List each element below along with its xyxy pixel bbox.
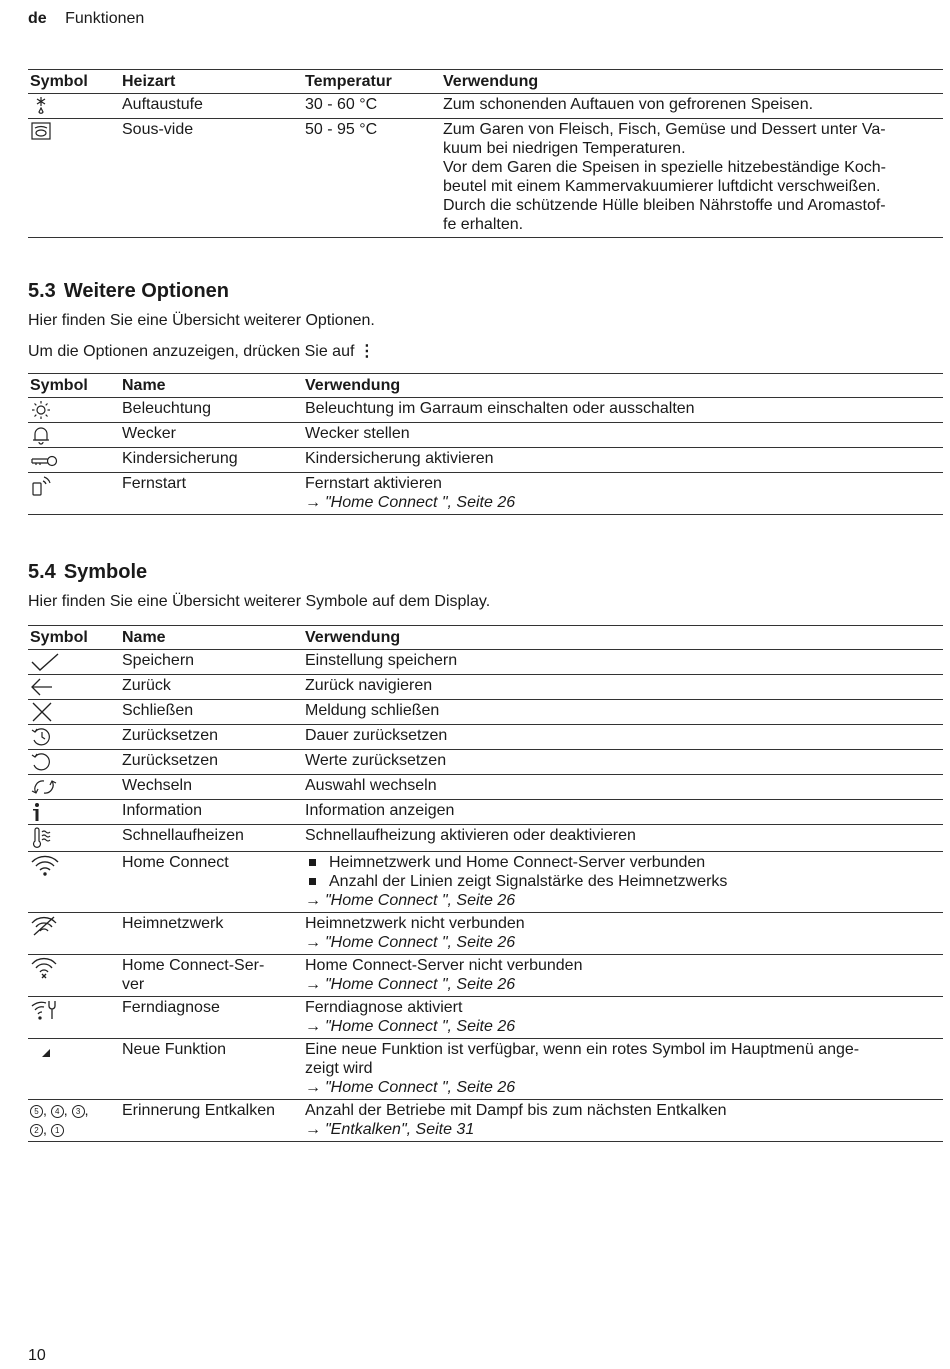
- usage-line: fe erhalten.: [443, 216, 524, 233]
- symbol-name: [120, 955, 303, 997]
- table-row: [28, 997, 943, 1039]
- section-number: 5.4: [28, 561, 56, 583]
- reference-text: "Home Connect ", Seite 26: [325, 1018, 516, 1035]
- col-header-usage: Verwendung: [305, 629, 401, 646]
- usage-text: Meldung schließen: [305, 702, 440, 719]
- bullet-list: [305, 853, 941, 891]
- option-name: Fernstart: [122, 475, 187, 492]
- defrost-icon: [30, 96, 52, 116]
- arrow-icon: →: [305, 494, 321, 511]
- usage-line: Vor dem Garen die Speisen in spezielle hitzebeständige Koch-: [443, 159, 886, 176]
- table-row: [28, 955, 943, 997]
- table-row: [28, 119, 943, 238]
- list-item: Anzahl der Linien zeigt Signalstärke des Heimnetzwerks: [305, 872, 941, 891]
- usage-line: Home Connect-Server nicht verbunden: [305, 957, 583, 974]
- col-header-name: Name: [122, 377, 166, 394]
- symbol-cell: [28, 775, 120, 800]
- usage-text: [303, 852, 943, 913]
- option-name: Wecker: [122, 425, 176, 442]
- table-row: [28, 94, 943, 119]
- table-row: [28, 1100, 943, 1142]
- symbol-cell: [28, 398, 120, 423]
- table-row: [28, 913, 943, 955]
- reference-text: "Home Connect ", Seite 26: [325, 494, 516, 511]
- table-row: [28, 750, 943, 775]
- usage-text: [303, 1100, 943, 1142]
- symbol-cell: [28, 650, 120, 675]
- more-options-icon: ⋮: [358, 343, 375, 360]
- descale-count-icon: 2: [30, 1124, 43, 1137]
- symbol-cell: [28, 1039, 120, 1100]
- usage-text: Einstellung speichern: [305, 652, 458, 669]
- rapid-heat-thermometer-icon: [30, 827, 54, 849]
- close-icon: [30, 702, 54, 722]
- table-row: [28, 398, 943, 423]
- symbol-cell: [28, 700, 120, 725]
- section-number: 5.3: [28, 280, 56, 302]
- alarm-bell-icon: [30, 425, 52, 445]
- symbol-cell: [28, 725, 120, 750]
- table-row: [28, 423, 943, 448]
- col-header-symbol: Symbol: [30, 629, 88, 646]
- arrow-icon: →: [305, 1018, 321, 1035]
- arrow-icon: →: [305, 1079, 321, 1096]
- arrow-icon: →: [305, 1121, 321, 1138]
- usage-line: Zum Garen von Fleisch, Fisch, Gemüse und Dessert unter Va-: [443, 121, 886, 138]
- usage-line: Eine neue Funktion ist verfügbar, wenn ein rotes Symbol im Hauptmenü ange-: [305, 1041, 860, 1058]
- symbol-cell: [28, 997, 120, 1039]
- symbol-name: Schnellaufheizen: [122, 827, 244, 844]
- table-row: [28, 675, 943, 700]
- symbol-cell: [28, 750, 120, 775]
- usage-text: Werte zurücksetzen: [305, 752, 447, 769]
- cross-reference-link[interactable]: [305, 493, 941, 512]
- descale-count-icon: 5: [30, 1105, 43, 1118]
- temperature-range: 30 - 60 °C: [305, 96, 378, 113]
- symbol-cell: [28, 119, 120, 238]
- list-item: Heimnetzwerk und Home Connect-Server verbunden: [305, 853, 941, 872]
- reference-text: "Entkalken", Seite 31: [325, 1121, 475, 1138]
- options-table: [28, 373, 943, 515]
- symbol-name: Home Connect: [122, 854, 229, 871]
- col-header-temperature: Temperatur: [305, 73, 392, 90]
- col-header-heating-mode: Heizart: [122, 73, 176, 90]
- usage-text: [303, 955, 943, 997]
- section-heading-5-4: [28, 561, 147, 584]
- table-row: [28, 1039, 943, 1100]
- symbol-name: Heimnetzwerk: [122, 915, 224, 932]
- temperature-range: 50 - 95 °C: [305, 121, 378, 138]
- page-header: [28, 10, 144, 28]
- light-icon: [30, 400, 52, 420]
- table-row: [28, 473, 943, 515]
- usage-text: Auswahl wechseln: [305, 777, 437, 794]
- section-intro: Hier finden Sie eine Übersicht weiterer Optionen.: [28, 312, 375, 329]
- sous-vide-icon: [30, 121, 52, 141]
- new-function-triangle-icon: [30, 1041, 54, 1063]
- option-name: Kindersicherung: [122, 450, 238, 467]
- table-row: [28, 825, 943, 852]
- cross-reference-link[interactable]: [305, 975, 941, 994]
- usage-text: [303, 1039, 943, 1100]
- heating-mode-name: Sous-vide: [122, 121, 194, 138]
- usage-text: Beleuchtung im Garraum einschalten oder ausschalten: [305, 400, 695, 417]
- name-line: Home Connect-Ser-: [122, 957, 265, 974]
- table-header-row: [28, 374, 943, 398]
- heating-mode-name: Auftaustufe: [122, 96, 203, 113]
- wifi-server-error-icon: [30, 957, 58, 979]
- section-instruction: [28, 341, 375, 361]
- table-row: [28, 650, 943, 675]
- descale-count-icon: 3: [72, 1105, 85, 1118]
- reference-text: "Home Connect ", Seite 26: [325, 892, 516, 909]
- usage-line: Fernstart aktivieren: [305, 475, 442, 492]
- symbols-table: [28, 625, 943, 1142]
- table-row: [28, 775, 943, 800]
- reset-values-icon: [30, 752, 54, 772]
- wifi-disconnected-icon: [30, 915, 58, 937]
- reference-text: "Home Connect ", Seite 26: [325, 934, 516, 951]
- symbol-cell: [28, 448, 120, 473]
- language-code: de: [28, 10, 47, 27]
- symbol-cell: [28, 473, 120, 515]
- usage-text: [303, 473, 943, 515]
- name-line: ver: [122, 976, 145, 993]
- col-header-symbol: Symbol: [30, 377, 88, 394]
- usage-text: Zurück navigieren: [305, 677, 433, 694]
- symbol-cell: [28, 423, 120, 448]
- arrow-icon: →: [305, 976, 321, 993]
- chapter-title: Funktionen: [65, 10, 145, 27]
- symbol-name: Neue Funktion: [122, 1041, 227, 1058]
- symbol-name: Wechseln: [122, 777, 192, 794]
- usage-line: kuum bei niedrigen Temperaturen.: [443, 140, 686, 157]
- table-row: [28, 700, 943, 725]
- cross-reference-link[interactable]: [305, 933, 941, 952]
- table-row: [28, 800, 943, 825]
- usage-text: Zum schonenden Auftauen von gefrorenen Speisen.: [443, 96, 814, 113]
- section-title: Weitere Optionen: [63, 280, 230, 302]
- usage-text: Wecker stellen: [305, 425, 410, 442]
- cross-reference-link[interactable]: [305, 1017, 941, 1036]
- table-row: [28, 725, 943, 750]
- symbol-cell: [28, 825, 120, 852]
- symbol-cell: [28, 800, 120, 825]
- option-name: Beleuchtung: [122, 400, 211, 417]
- usage-line: beutel mit einem Kammervakuumierer luftdicht verschweißen.: [443, 178, 881, 195]
- switch-arrows-icon: [30, 777, 58, 797]
- child-lock-key-icon: [30, 450, 60, 470]
- usage-text: [303, 913, 943, 955]
- symbol-cell: [28, 955, 120, 997]
- table-row: [28, 448, 943, 473]
- table-header-row: [28, 70, 943, 94]
- usage-line: Anzahl der Betriebe mit Dampf bis zum nächsten Entkalken: [305, 1102, 727, 1119]
- symbol-name: Erinnerung Entkalken: [122, 1102, 275, 1119]
- instruction-text: Um die Optionen anzuzeigen, drücken Sie auf: [28, 343, 355, 360]
- symbol-name: Zurück: [122, 677, 171, 694]
- arrow-left-icon: [30, 677, 54, 697]
- col-header-symbol: Symbol: [30, 73, 88, 90]
- reference-text: "Home Connect ", Seite 26: [325, 976, 516, 993]
- usage-line: Durch die schützende Hülle bleiben Nährstoffe und Aromastof-: [443, 197, 886, 214]
- page-number: 10: [28, 1347, 46, 1364]
- section-title: Symbole: [63, 561, 148, 583]
- checkmark-icon: [30, 652, 60, 672]
- symbol-name: Ferndiagnose: [122, 999, 220, 1016]
- usage-text: [441, 119, 943, 238]
- cross-reference-link[interactable]: [305, 891, 941, 910]
- cross-reference-link[interactable]: [305, 1120, 941, 1139]
- usage-text: Schnellaufheizung aktivieren oder deaktivieren: [305, 827, 636, 844]
- cross-reference-link[interactable]: [305, 1078, 941, 1097]
- symbol-cell: [28, 852, 120, 913]
- symbol-name: Information: [122, 802, 203, 819]
- table-header-row: [28, 626, 943, 650]
- symbol-name: Speichern: [122, 652, 195, 669]
- section-intro: Hier finden Sie eine Übersicht weiterer Symbole auf dem Display.: [28, 593, 491, 610]
- usage-line: Heimnetzwerk nicht verbunden: [305, 915, 525, 932]
- symbol-name: Zurücksetzen: [122, 727, 219, 744]
- symbol-cell: [28, 675, 120, 700]
- col-header-name: Name: [122, 629, 166, 646]
- usage-text: Kindersicherung aktivieren: [305, 450, 494, 467]
- usage-line: Ferndiagnose aktiviert: [305, 999, 463, 1016]
- descale-count-icon: 1: [51, 1124, 64, 1137]
- symbol-name: Zurücksetzen: [122, 752, 219, 769]
- wifi-icon: [30, 854, 60, 876]
- symbol-cell: 5 , 4 , 3 , 2 , 1: [28, 1100, 120, 1142]
- information-icon: [30, 802, 50, 822]
- col-header-usage: Verwendung: [443, 73, 539, 90]
- reset-duration-icon: [30, 727, 54, 747]
- usage-text: [303, 997, 943, 1039]
- reference-text: "Home Connect ", Seite 26: [325, 1079, 516, 1096]
- symbol-cell: [28, 94, 120, 119]
- remote-diagnosis-icon: [30, 999, 60, 1021]
- section-heading-5-3: [28, 280, 229, 303]
- symbol-name: Schließen: [122, 702, 194, 719]
- col-header-usage: Verwendung: [305, 377, 401, 394]
- descale-count-icon: 4: [51, 1105, 64, 1118]
- arrow-icon: →: [305, 892, 321, 909]
- arrow-icon: →: [305, 934, 321, 951]
- usage-text: Information anzeigen: [305, 802, 455, 819]
- remote-start-icon: [30, 475, 52, 497]
- usage-line: zeigt wird: [305, 1060, 373, 1077]
- heating-modes-table: [28, 69, 943, 238]
- usage-text: Dauer zurücksetzen: [305, 727, 448, 744]
- table-row: [28, 852, 943, 913]
- symbol-cell: [28, 913, 120, 955]
